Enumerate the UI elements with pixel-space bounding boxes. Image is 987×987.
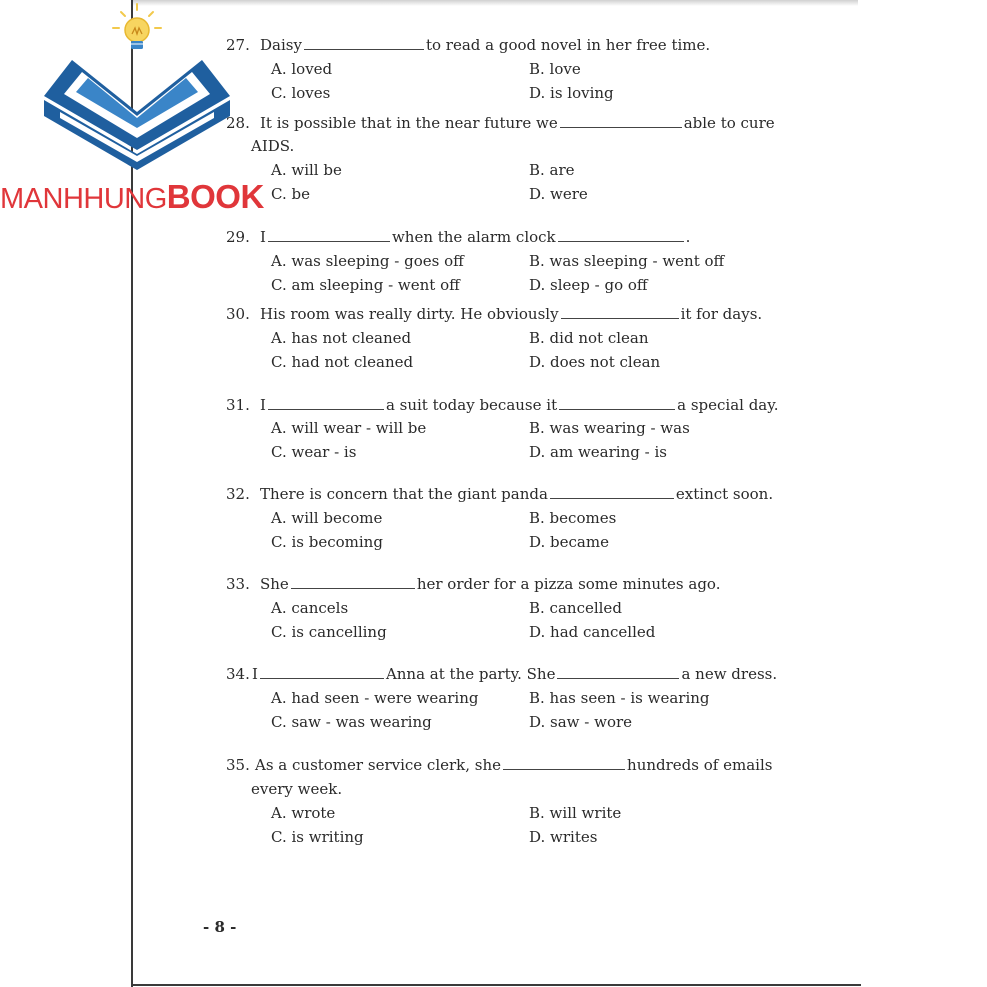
- question-number: 29.: [226, 228, 250, 246]
- brand-name-part1: MANHHUNG: [0, 183, 167, 215]
- question-text: .: [685, 228, 691, 246]
- option-d: D. had cancelled: [529, 623, 656, 641]
- option-b: B. are: [529, 161, 575, 179]
- question-35: [226, 755, 772, 775]
- answer-blank: [268, 396, 384, 410]
- option-d: D. am wearing - is: [529, 443, 667, 461]
- question-text: I: [252, 665, 258, 683]
- question-number: 34.: [226, 665, 250, 683]
- brand-name-part2: BOOK: [166, 178, 264, 215]
- option-c: C. loves: [271, 84, 331, 102]
- option-d: D. were: [529, 185, 588, 203]
- question-32: [226, 484, 773, 504]
- question-number: 27.: [226, 36, 250, 54]
- question-text: able to cure: [683, 114, 775, 132]
- question-34: [226, 664, 777, 684]
- option-a: A. wrote: [271, 804, 336, 822]
- option-c: C. had not cleaned: [271, 353, 414, 371]
- question-continuation: every week.: [251, 780, 343, 798]
- question-number: 31.: [226, 396, 250, 414]
- option-c: C. wear - is: [271, 443, 357, 461]
- option-b: B. was sleeping - went off: [529, 252, 725, 270]
- option-c: C. be: [271, 185, 310, 203]
- option-c: C. saw - was wearing: [271, 713, 432, 731]
- book-shape: [44, 60, 230, 170]
- question-29: [226, 227, 690, 247]
- question-text: her order for a pizza some minutes ago.: [416, 575, 721, 593]
- question-text: Daisy: [260, 36, 302, 54]
- option-a: A. cancels: [271, 599, 349, 617]
- option-b: B. has seen - is wearing: [529, 689, 710, 707]
- question-text: It is possible that in the near future we: [260, 114, 558, 132]
- question-text: I: [260, 228, 266, 246]
- answer-blank: [558, 228, 684, 242]
- page-bottom-edge: [131, 984, 861, 986]
- question-text: There is concern that the giant panda: [260, 485, 548, 503]
- question-27: [226, 35, 710, 55]
- answer-blank: [560, 114, 682, 128]
- option-c: C. is cancelling: [271, 623, 387, 641]
- question-text: a special day.: [677, 396, 779, 414]
- option-d: D. does not clean: [529, 353, 661, 371]
- option-d: D. became: [529, 533, 609, 551]
- question-30: [226, 304, 762, 324]
- answer-blank: [503, 756, 625, 770]
- option-b: B. becomes: [529, 509, 617, 527]
- option-b: B. love: [529, 60, 581, 78]
- answer-blank: [291, 575, 415, 589]
- answer-blank: [557, 665, 679, 679]
- question-33: [226, 574, 720, 594]
- lightbulb-icon: [113, 4, 161, 49]
- brand-name: [0, 178, 264, 216]
- question-text: I: [260, 396, 266, 414]
- question-text: it for days.: [680, 305, 763, 323]
- question-text: to read a good novel in her free time.: [425, 36, 711, 54]
- question-text: As a customer service clerk, she: [255, 756, 502, 774]
- answer-blank: [559, 396, 675, 410]
- answer-blank: [260, 665, 384, 679]
- question-number: 35.: [226, 756, 250, 774]
- question-text: Anna at the party. She: [385, 665, 556, 683]
- option-a: A. was sleeping - goes off: [271, 252, 464, 270]
- question-number: 33.: [226, 575, 250, 593]
- option-b: B. will write: [529, 804, 622, 822]
- option-c: C. am sleeping - went off: [271, 276, 460, 294]
- question-text: when the alarm clock: [391, 228, 556, 246]
- option-b: B. did not clean: [529, 329, 649, 347]
- question-31: [226, 395, 779, 415]
- option-d: D. saw - wore: [529, 713, 633, 731]
- question-text: a new dress.: [681, 665, 778, 683]
- option-a: A. had seen - were wearing: [271, 689, 479, 707]
- answer-blank: [268, 228, 390, 242]
- brand-logo: [0, 0, 290, 220]
- answer-blank: [304, 36, 424, 50]
- page-number: - 8 -: [203, 918, 237, 936]
- option-b: B. was wearing - was: [529, 419, 690, 437]
- answer-blank: [550, 485, 674, 499]
- question-text: hundreds of emails: [627, 756, 773, 774]
- option-c: C. is writing: [271, 828, 364, 846]
- answer-blank: [561, 305, 679, 319]
- question-28: [226, 113, 775, 133]
- option-a: A. loved: [271, 60, 333, 78]
- option-a: A. will become: [271, 509, 383, 527]
- option-d: D. is loving: [529, 84, 614, 102]
- option-a: A. will be: [271, 161, 342, 179]
- question-number: 28.: [226, 114, 250, 132]
- option-b: B. cancelled: [529, 599, 622, 617]
- option-d: D. writes: [529, 828, 598, 846]
- option-d: D. sleep - go off: [529, 276, 648, 294]
- question-text: She: [260, 575, 289, 593]
- question-continuation: AIDS.: [251, 137, 295, 155]
- option-a: A. will wear - will be: [271, 419, 427, 437]
- question-number: 32.: [226, 485, 250, 503]
- option-c: C. is becoming: [271, 533, 383, 551]
- option-a: A. has not cleaned: [271, 329, 412, 347]
- question-number: 30.: [226, 305, 250, 323]
- question-text: extinct soon.: [675, 485, 774, 503]
- question-text: His room was really dirty. He obviously: [260, 305, 559, 323]
- question-text: a suit today because it: [385, 396, 558, 414]
